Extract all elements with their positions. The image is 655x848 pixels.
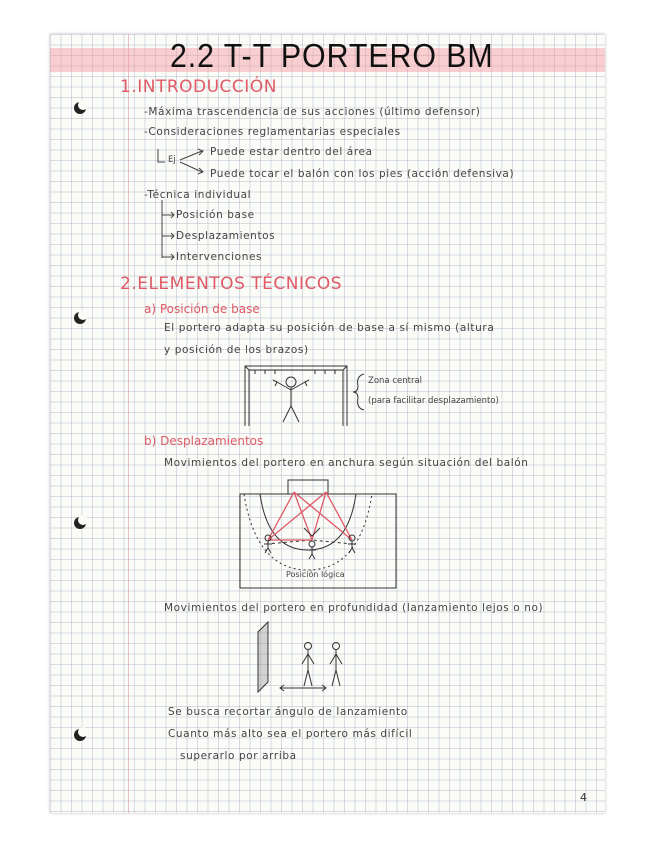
brace-icon <box>350 372 370 412</box>
binder-hole <box>74 729 86 741</box>
annotation: (para facilitar desplazamiento) <box>368 396 499 406</box>
goalkeeper-depth-drawing <box>256 620 356 700</box>
intro-line: Puede tocar el balón con los pies (acción defensiva) <box>210 168 515 180</box>
section-heading-intro: 1.INTRODUCCIÓN <box>120 77 277 97</box>
intro-line: Intervenciones <box>176 251 263 263</box>
bullet-text: superarlo por arriba <box>180 750 297 762</box>
intro-line: Posición base <box>176 209 255 221</box>
section-heading-elementos: 2.ELEMENTOS TÉCNICOS <box>120 274 343 294</box>
annotation: Zona central <box>368 376 423 386</box>
goalkeeper-base-drawing <box>235 360 365 430</box>
body-text: Movimientos del portero en anchura según situación del balón <box>164 457 529 469</box>
body-text: y posición de los brazos) <box>164 344 309 356</box>
body-text: El portero adapta su posición de base a sí mismo (altura <box>164 322 495 334</box>
body-text: Movimientos del portero en profundidad (lanzamiento lejos o no) <box>164 602 544 614</box>
intro-arrows <box>50 34 605 294</box>
intro-line: -Técnica individual <box>144 189 252 201</box>
intro-line: -Máxima trascendencia de sus acciones (último defensor) <box>144 106 481 118</box>
binder-hole <box>74 517 86 529</box>
bullet-text: Cuanto más alto sea el portero más difícil <box>168 728 413 740</box>
page-title: 2.2 T-T PORTERO BM <box>170 37 494 74</box>
ej-label: Ej <box>168 155 176 165</box>
bullet-text: Se busca recortar ángulo de lanzamiento <box>168 706 408 718</box>
court-label: Posición lógica <box>286 570 345 579</box>
intro-line: Puede estar dentro del área <box>210 146 373 158</box>
notebook-page <box>50 34 605 813</box>
subheading-desplazamientos: b) Desplazamientos <box>144 434 264 448</box>
subheading-posicion-base: a) Posición de base <box>144 302 260 316</box>
binder-hole <box>74 312 86 324</box>
intro-line: Desplazamientos <box>176 230 276 242</box>
page-number: 4 <box>580 791 587 804</box>
intro-line: -Consideraciones reglamentarias especiales <box>144 126 401 138</box>
